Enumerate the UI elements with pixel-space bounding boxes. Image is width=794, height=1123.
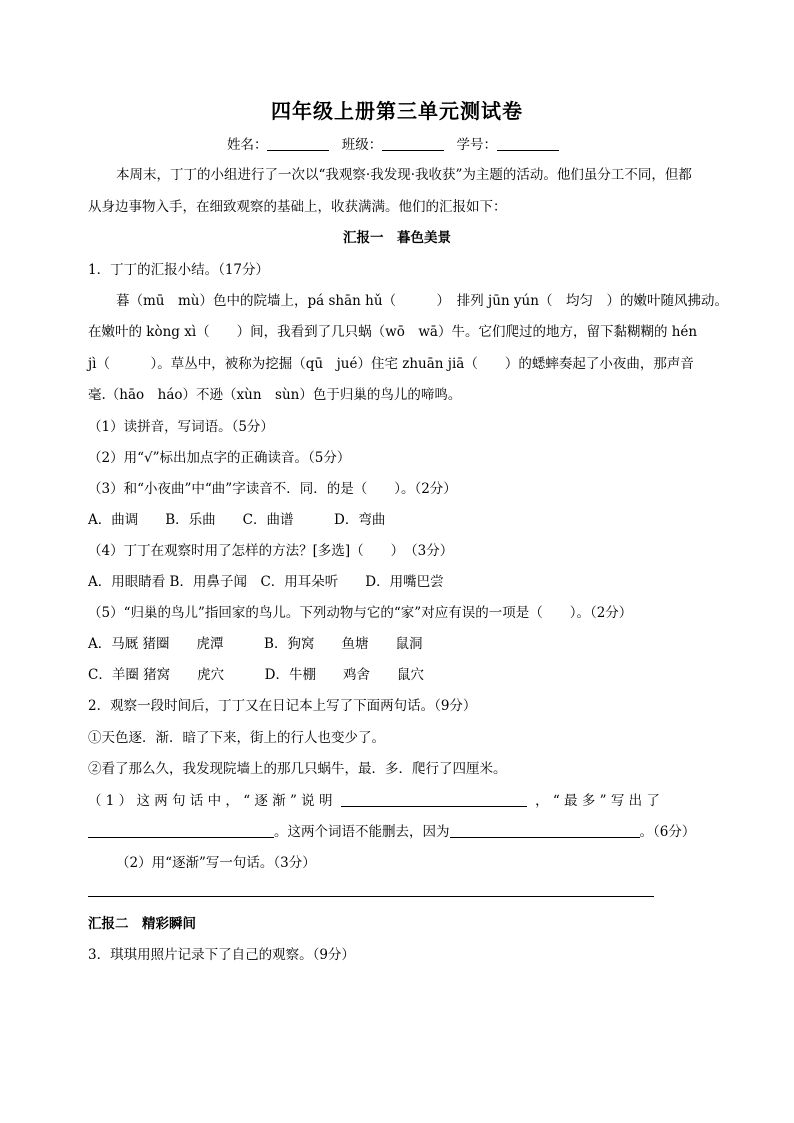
q1-sub-1: （1）读拼音，写词语。（5分） (88, 419, 274, 435)
intro-line-2: 从身边事物入手，在细致观察的基础上，收获满满。他们的汇报如下： (88, 199, 507, 215)
question-1-title: 1．丁丁的汇报小结。（17分） (88, 262, 270, 278)
q1-sub-5: （5）“归巢的鸟儿”指回家的鸟儿。下列动物与它的“家”对应有误的一项是（ ）。（2分） (88, 605, 633, 621)
q1-passage-line-4: 毫.（hāo háo）不逊（xùn sùn）色于归巢的鸟儿的啼鸣。 (88, 387, 462, 403)
q1-sub-4-options: A．用眼睛看 B．用鼻子闻 C．用耳朵听 D．用嘴巴尝 (88, 574, 444, 590)
q2-sentence-1: ①天色逐．渐．暗了下来，街上的行人也变少了。 (88, 730, 385, 746)
q1-sub-5-options-1: A．马厩 猪圈 虎潭 B．狗窝 鱼塘 鼠洞 (88, 636, 423, 652)
section-heading-2: 汇报二 精彩瞬间 (88, 916, 196, 932)
page-title: 四年级上册第三单元测试卷 (271, 99, 523, 123)
q1-passage-line-1: 暮（mū mù）色中的院墙上，pá shān hǔ（ ） 排列 jūn yún（ 均匀 ）的嫩叶随风拂动。 (116, 293, 728, 309)
q1-sub-3: （3）和“小夜曲”中“曲”字读音不．同．的是（ ）。（2分） (88, 481, 457, 497)
q2-sentence-2: ②看了那么久，我发现院墙上的那几只蜗牛，最．多．爬行了四厘米。 (88, 761, 507, 777)
q2-sub-1-text-b: ， “ 最 多 ” 写 出 了 (535, 793, 660, 809)
q1-sub-4: （4）丁丁在观察时用了怎样的方法？[多选]（ ） （3分） (88, 543, 454, 559)
q2-sub-1-line-1 (88, 792, 660, 810)
q1-passage-line-3: jì（ ）。草丛中，被称为挖掘（qū jué）住宅 zhuān jiā（ ）的蟋蟀奏起了小夜曲，那声音 (88, 356, 694, 372)
q2-answer-blank-1[interactable] (341, 792, 527, 807)
q2-sub-2: （2）用“逐渐”写一句话。（3分） (116, 855, 316, 871)
q2-sub-1-line-2 (88, 823, 695, 841)
q1-passage-line-2: 在嫩叶的 kòng xì（ ）间，我看到了几只蜗（wō wā）牛。它们爬过的地方，留下黏糊糊的 hén (88, 324, 698, 340)
q2-sub-1-text-c: 。这两个词语不能删去，因为 (274, 824, 450, 840)
section-heading-1: 汇报一 暮色美景 (343, 230, 451, 246)
question-3-title: 3．琪琪用照片记录下了自己的观察。（9分） (88, 947, 355, 963)
q1-sub-3-options: A．曲调 B．乐曲 C．曲谱 D．弯曲 (88, 512, 386, 528)
q1-sub-2: （2）用“√”标出加点字的正确读音。（5分） (88, 450, 351, 466)
student-info-row (0, 133, 794, 153)
class-label: 班级： (341, 137, 383, 153)
id-blank[interactable] (497, 136, 559, 151)
name-label: 姓名： (226, 137, 268, 153)
question-2-title: 2．观察一段时间后，丁丁又在日记本上写了下面两句话。（9分） (88, 698, 477, 714)
q2-sub-1-text-a: （ 1 ） 这 两 句 话 中 ， “ 逐 渐 ” 说 明 (88, 793, 333, 809)
q1-sub-5-options-2: C．羊圈 猪窝 虎穴 D．牛棚 鸡舍 鼠穴 (88, 667, 424, 683)
class-blank[interactable] (382, 136, 444, 151)
q2-answer-blank-2[interactable] (88, 823, 274, 838)
q2-answer-blank-3[interactable] (450, 823, 640, 838)
intro-line-1: 本周末，丁丁的小组进行了一次以“我观察·我发现·我收获”为主题的活动。他们虽分工不同，但都 (116, 167, 692, 183)
q2-answer-line[interactable] (88, 896, 654, 897)
q2-sub-1-text-d: 。（6分） (639, 824, 696, 840)
name-blank[interactable] (267, 136, 329, 151)
id-label: 学号： (456, 137, 498, 153)
